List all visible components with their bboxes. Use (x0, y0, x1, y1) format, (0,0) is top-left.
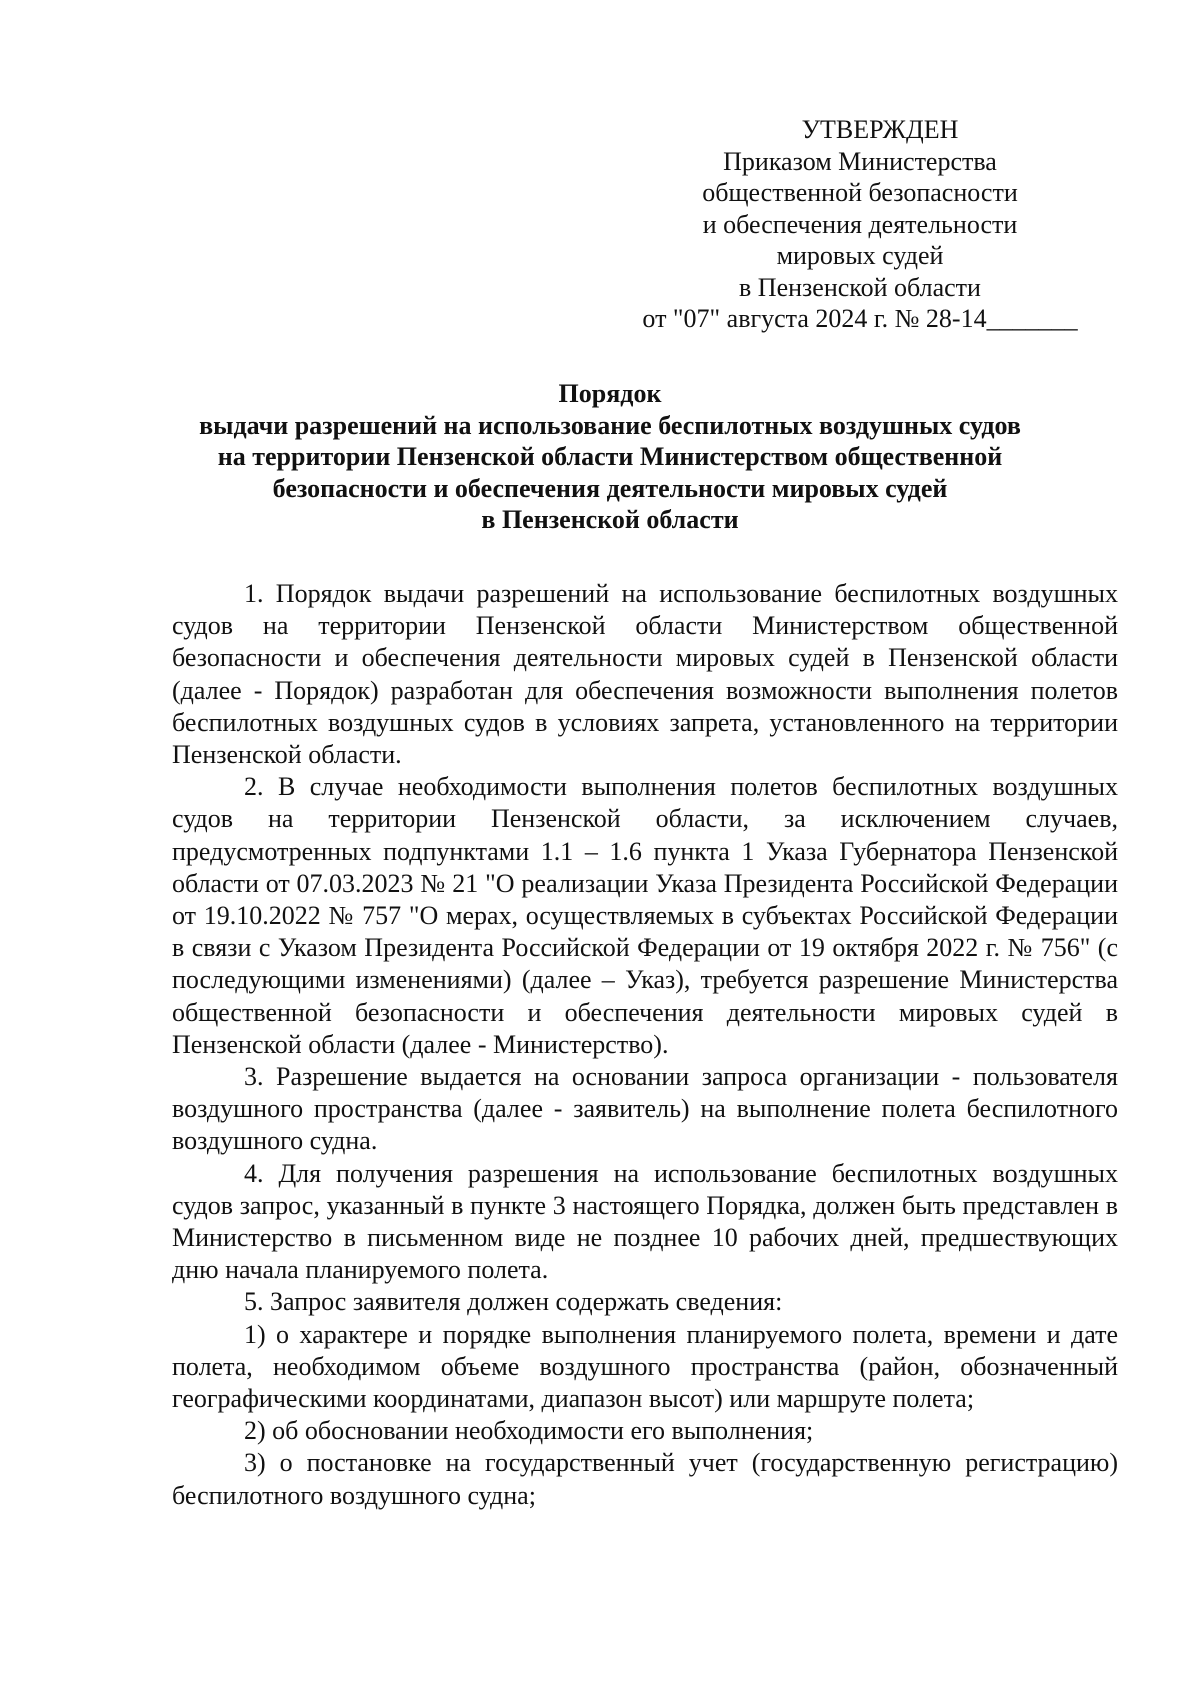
approval-line: в Пензенской области (739, 272, 981, 302)
paragraph-3: 3. Разрешение выдается на основании запроса организации - пользователя воздушного пространства (далее - заявитель) на выполнение полета беспилотного воздушного судна. (172, 1062, 1118, 1156)
document-body (172, 578, 1118, 1512)
title-line: в Пензенской области (481, 505, 739, 534)
title-line: на территории Пензенской области Министерством общественной (217, 442, 1003, 471)
approval-line: и обеспечения деятельности (702, 209, 1018, 239)
approval-heading: УТВЕРЖДЕН (801, 115, 959, 144)
approval-line: мировых судей (776, 241, 944, 270)
paragraph-2: 2. В случае необходимости выполнения полетов беспилотных воздушных судов на территории Пензенской области, за исключением случаев, предусмотренных подпунктами 1.1 – 1.6 пункта 1 Указа Губернатора Пензенской области от 07.03.2023 № 21 "О реализации Указа Президента Российской Федерации от 19.10.2022 № 757 "О мерах, осуществляемых в субъектах Российской Федерации в связи с Указом Президента Российской Федерации от 19 октября 2022 г. № 756" (с последующими изменениями) (далее – Указ), требуется разрешение Министерства общественной безопасности и обеспечения деятельности мировых судей в Пензенской области (далее - Министерство). (172, 772, 1118, 1059)
paragraph-5: 5. Запрос заявителя должен содержать сведения: (244, 1287, 783, 1317)
paragraph-1: 1. Порядок выдачи разрешений на использование беспилотных воздушных судов на территории Пензенской области Министерством общественной безопасности и обеспечения деятельности мировых судей в Пензенской области (далее - Порядок) разработан для обеспечения возможности выполнения полетов беспилотных воздушных судов в условиях запрета, установленного на территории Пензенской области. (172, 579, 1118, 770)
title-line: безопасности и обеспечения деятельности мировых судей (272, 473, 948, 503)
document-title (160, 378, 1060, 536)
paragraph-5-item-2: 2) об обосновании необходимости его выполнения; (244, 1416, 814, 1446)
approval-line: Приказом Министерства (723, 146, 997, 176)
paragraph-4: 4. Для получения разрешения на использование беспилотных воздушных судов запрос, указанный в пункте 3 настоящего Порядка, должен быть представлен в Министерство в письменном виде не позднее 10 рабочих дней, предшествующих дню начала планируемого полета. (172, 1158, 1118, 1285)
title-line: выдачи разрешений на использование беспилотных воздушных судов (199, 410, 1021, 440)
approval-order-date-number: от "07" августа 2024 г. № 28-14_______ (642, 304, 1078, 333)
paragraph-5-item-3: 3) о постановке на государственный учет (государственную регистрацию) беспилотного воздушного судна; (172, 1448, 1118, 1510)
title-line: Порядок (558, 379, 662, 408)
approval-stamp-block (600, 114, 1120, 335)
paragraph-5-item-1: 1) о характере и порядке выполнения планируемого полета, времени и дате полета, необходимом объеме воздушного пространства (район, обозначенный географическими координатами, диапазон высот) или маршруте полета; (172, 1319, 1118, 1414)
approval-line: общественной безопасности (702, 178, 1018, 207)
